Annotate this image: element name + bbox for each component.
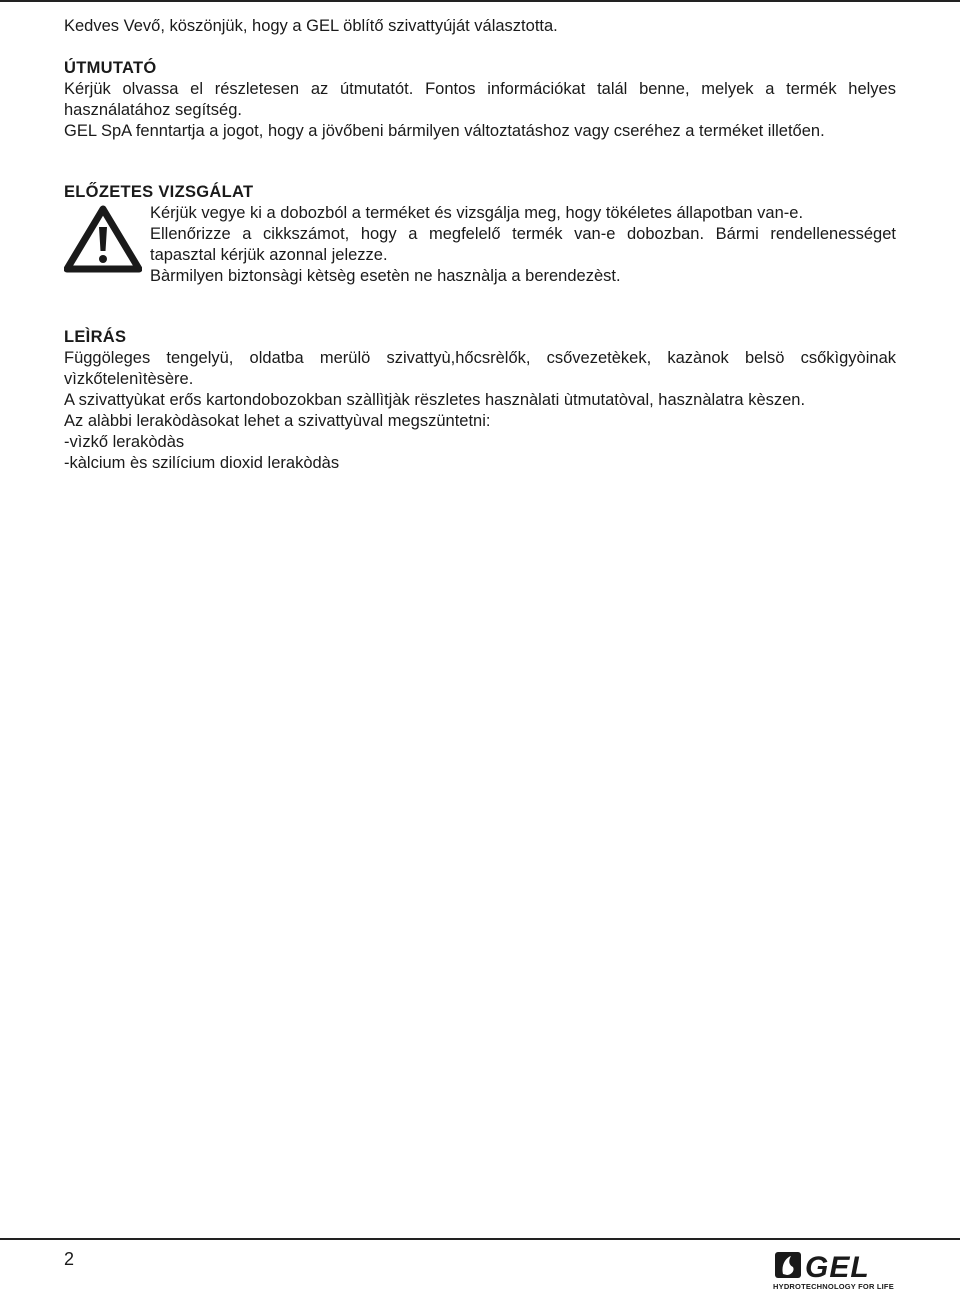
- elozetes-text-1: Kérjük vegye ki a dobozból a terméket és vizsgálja meg, hogy tökéletes állapotban van-e.: [150, 204, 804, 222]
- intro-text: Kedves Vevő, köszönjük, hogy a GEL öblítő szivattyúját választotta.: [64, 17, 558, 35]
- page-number: 2: [64, 1249, 75, 1269]
- utmutato-text-1: Kérjük olvassa el részletesen az útmutatót. Fontos információkat talál benne, melyek a termék helyes használatához segítség.: [64, 80, 896, 119]
- leiras-text-2: A szivattyùkat erős kartondobozokban szàllìtjàk rëszletes hasznàlati ùtmutatòval, hasznàlatra kèszen.: [64, 391, 806, 409]
- utmutato-heading: ÚTMUTATÓ: [64, 59, 157, 77]
- footer-rule: [0, 1238, 960, 1240]
- leiras-text-4: -vìzkő lerakòdàs: [64, 433, 185, 451]
- top-rule: [0, 0, 960, 2]
- leiras-text-3: Az alàbbi lerakòdàsokat lehet a szivattyùval megszüntetni:: [64, 412, 491, 430]
- elozetes-text-2: Ellenőrizze a cikkszámot, hogy a megfelelő termék van-e dobozban. Bármi rendellenességet tapasztal kérjük azonnal jelezze.: [150, 225, 896, 264]
- logo-tagline: HYDROTECHNOLOGY FOR LIFE: [773, 1282, 894, 1291]
- utmutato-text-2: GEL SpA fenntartja a jogot, hogy a jövőbeni bármilyen változtatáshoz vagy cseréhez a terméket illetően.: [64, 122, 825, 140]
- leiras-heading: LEÌRÁS: [64, 328, 127, 346]
- leiras-text-5: -kàlcium ès szilícium dioxid lerakòdàs: [64, 454, 340, 472]
- elozetes-text-3: Bàrmilyen biztonsàgi kètsèg esetèn ne hasznàlja a berendezèst.: [150, 267, 621, 285]
- leiras-text-1: Függöleges tengelyü, oldatba merülö szivattyù,hőcsrèlők, csővezetèkek, kazànok belsö csőkìgyòinak vìzkőtelenìtèsère.: [64, 349, 896, 388]
- elozetes-heading: ELŐZETES VIZSGÁLAT: [64, 183, 254, 201]
- gel-logo-text: GEL: [805, 1251, 870, 1284]
- warning-block: [64, 203, 896, 287]
- page-content: [64, 16, 896, 474]
- warning-triangle-icon: [64, 205, 142, 273]
